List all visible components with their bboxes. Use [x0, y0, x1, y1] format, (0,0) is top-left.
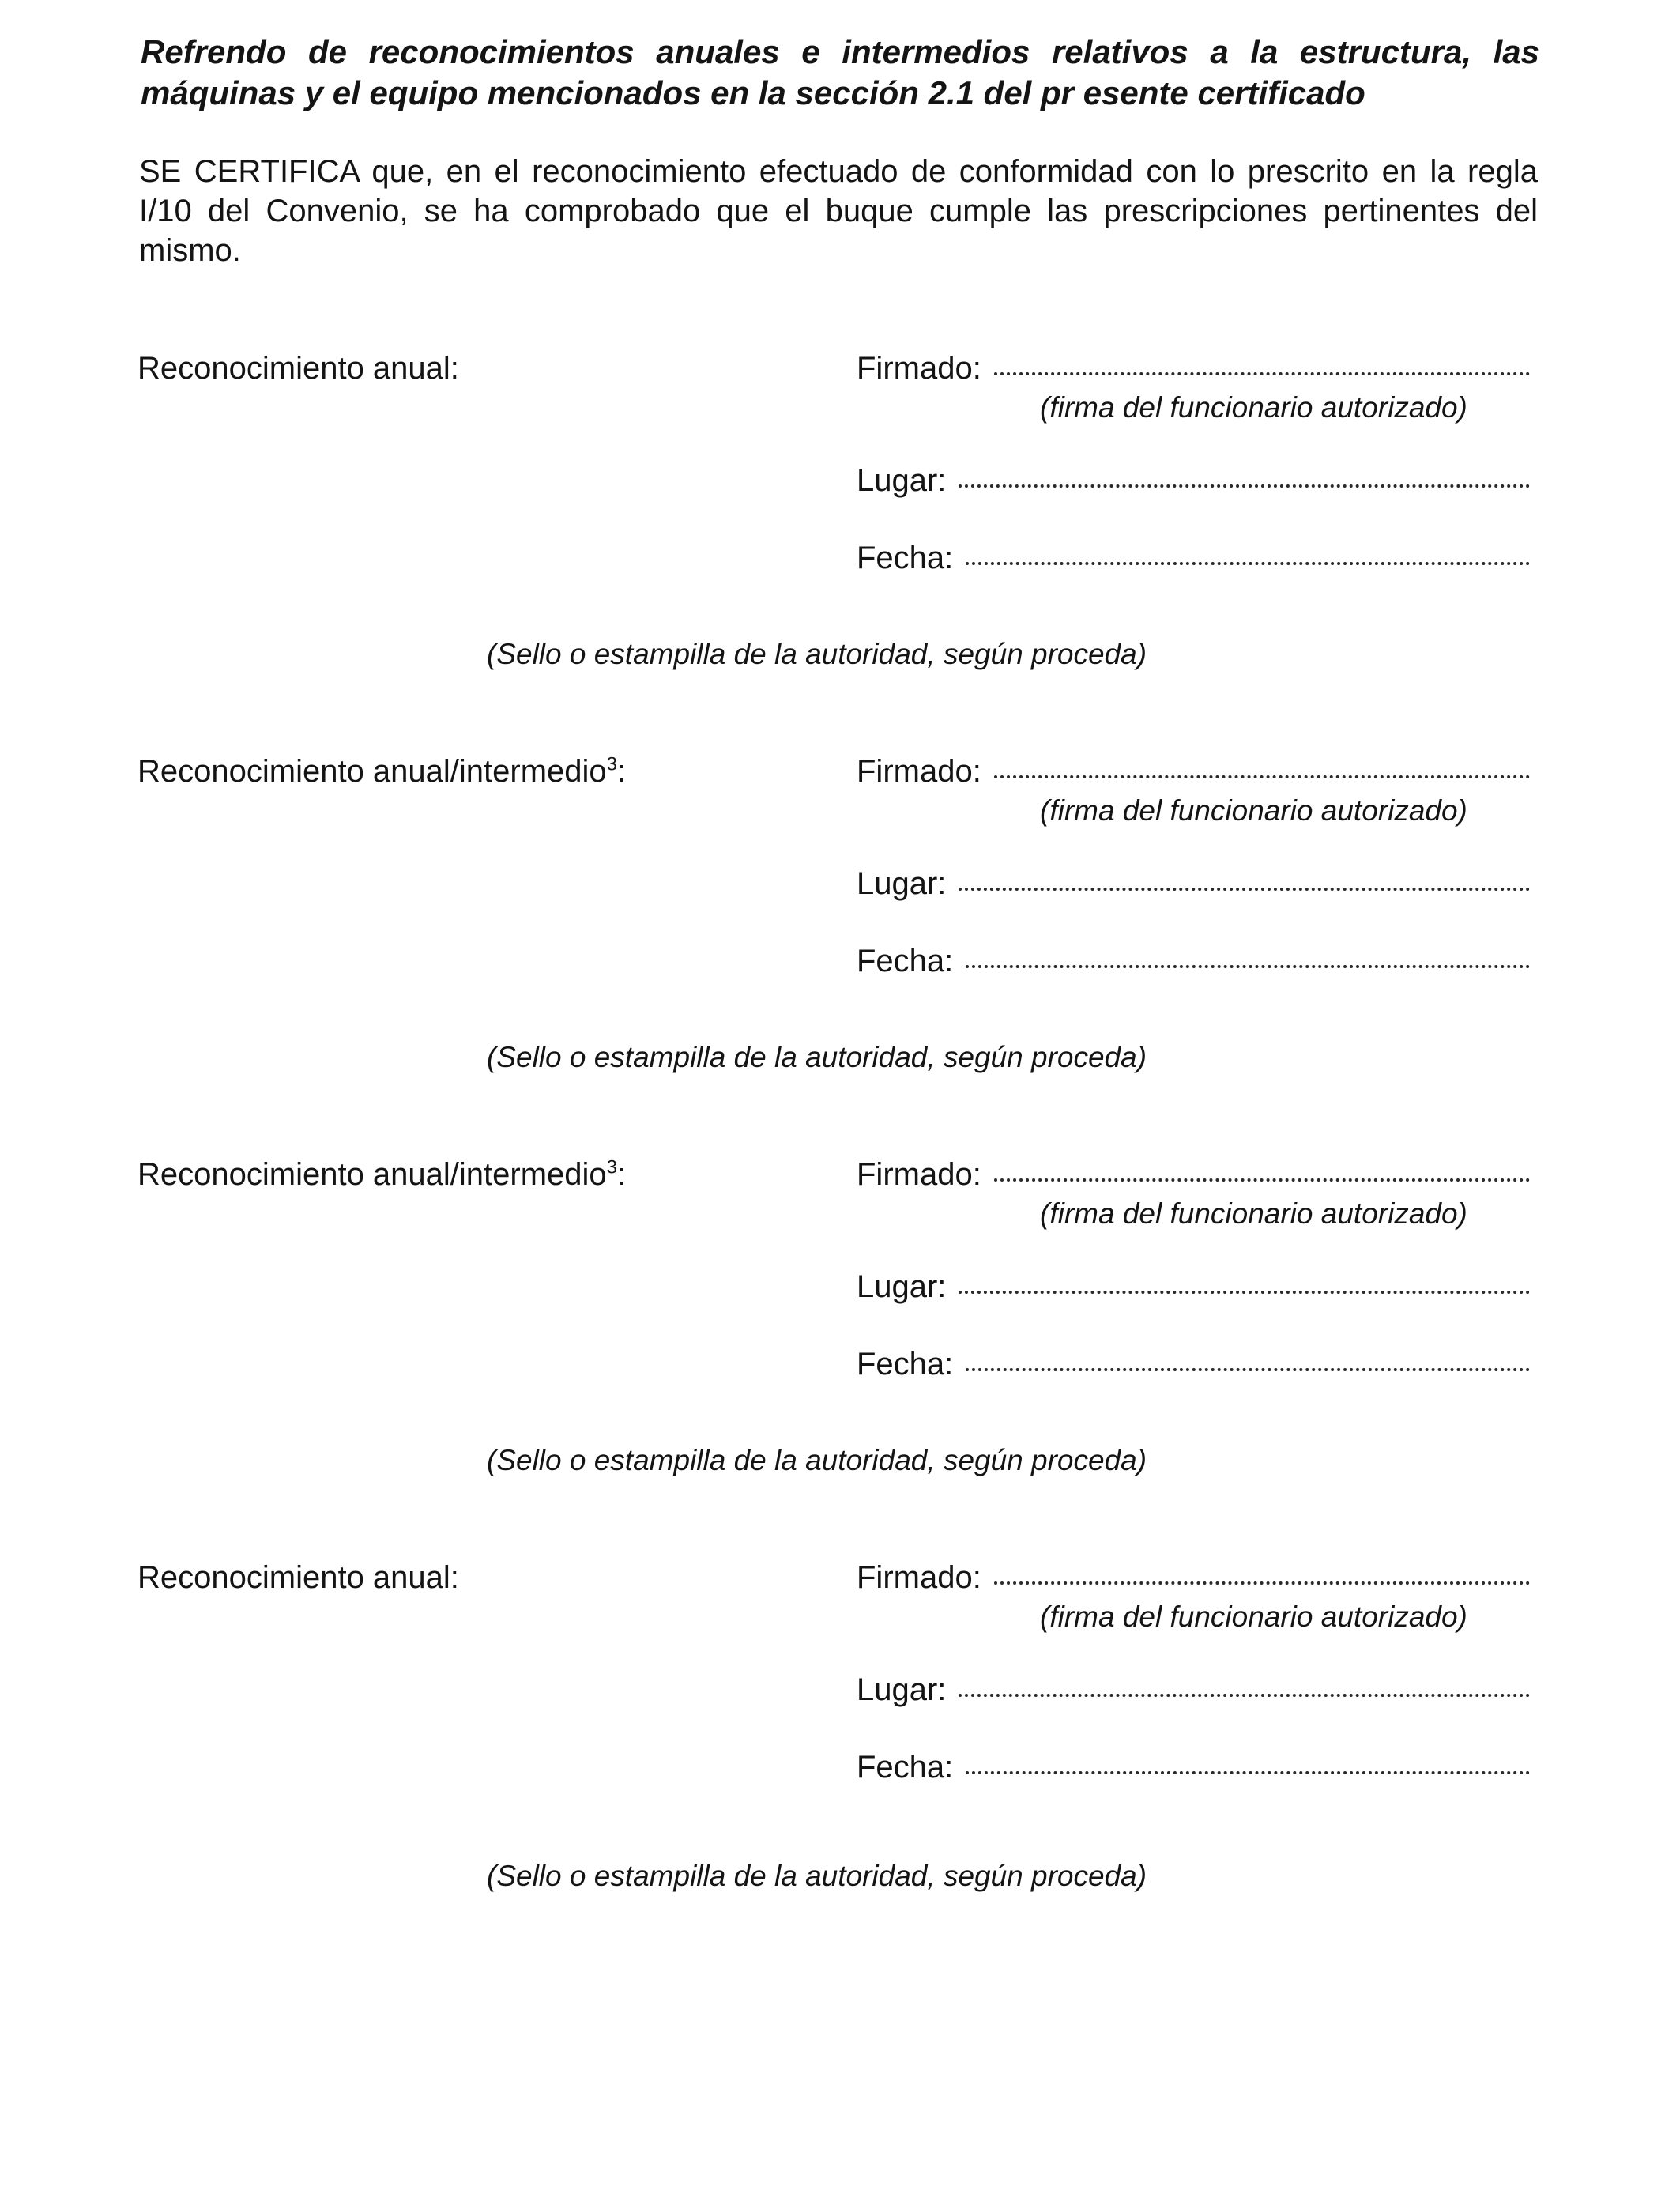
signed-field[interactable]	[857, 349, 1530, 387]
signed-label: Firmado:	[857, 351, 981, 386]
place-field[interactable]	[857, 462, 1530, 499]
certification-statement: SE CERTIFICA que, en el reconocimiento efectuado de conformidad con lo prescrito en la regla I/10 del Convenio, se ha comprobado que el buque cumple las prescripciones pertinentes del mismo.	[139, 154, 1538, 268]
date-label: Fecha:	[857, 541, 954, 575]
survey-block-2	[0, 752, 1680, 1116]
survey-type-label: Reconocimiento anual/intermedio$^3$:	[137, 1156, 627, 1192]
signature-caption: (firma del funcionario autorizado)	[1040, 1600, 1467, 1633]
signature-caption: (firma del funcionario autorizado)	[1040, 794, 1467, 827]
date-label: Fecha:	[857, 1750, 954, 1785]
survey-type-label: Reconocimiento anual:	[137, 351, 459, 386]
signed-field[interactable]	[857, 1155, 1530, 1193]
place-label: Lugar:	[857, 1269, 947, 1304]
signature-line[interactable]	[994, 1178, 1530, 1182]
survey-block-3	[0, 1155, 1680, 1519]
place-line[interactable]	[959, 484, 1530, 488]
date-line[interactable]	[966, 965, 1530, 968]
signature-line[interactable]	[994, 372, 1530, 375]
place-line[interactable]	[959, 888, 1530, 891]
survey-type-label: Reconocimiento anual:	[137, 1560, 459, 1595]
date-field[interactable]	[857, 1345, 1530, 1383]
place-label: Lugar:	[857, 866, 947, 901]
date-line[interactable]	[966, 562, 1530, 565]
signed-field[interactable]	[857, 752, 1530, 790]
signed-label: Firmado:	[857, 1157, 981, 1192]
date-label: Fecha:	[857, 944, 954, 978]
date-line[interactable]	[966, 1368, 1530, 1371]
signed-label: Firmado:	[857, 1560, 981, 1595]
place-field[interactable]	[857, 865, 1530, 903]
place-line[interactable]	[959, 1694, 1530, 1697]
place-label: Lugar:	[857, 1672, 947, 1707]
signature-caption: (firma del funcionario autorizado)	[1040, 1197, 1467, 1230]
signature-line[interactable]	[994, 775, 1530, 778]
signed-label: Firmado:	[857, 754, 981, 789]
survey-type-label: Reconocimiento anual/intermedio$^3$:	[137, 753, 627, 789]
place-field[interactable]	[857, 1671, 1530, 1709]
survey-block-4	[0, 1559, 1680, 1922]
section-heading: Refrendo de reconocimientos anuales e intermedios relativos a la estructura, las máquinas y el equipo mencionados en la sección 2.1 del pr esente certificado	[141, 33, 1539, 111]
stamp-caption: (Sello o estampilla de la autoridad, según proceda)	[487, 1444, 1147, 1476]
date-field[interactable]	[857, 942, 1530, 980]
date-line[interactable]	[966, 1771, 1530, 1774]
place-label: Lugar:	[857, 463, 947, 498]
stamp-caption: (Sello o estampilla de la autoridad, según proceda)	[487, 1860, 1147, 1892]
signature-line[interactable]	[994, 1581, 1530, 1585]
survey-block-1	[0, 349, 1680, 713]
date-field[interactable]	[857, 539, 1530, 577]
place-field[interactable]	[857, 1268, 1530, 1306]
footnote-marker: 3	[606, 1156, 618, 1178]
signature-caption: (firma del funcionario autorizado)	[1040, 391, 1467, 424]
stamp-caption: (Sello o estampilla de la autoridad, según proceda)	[487, 638, 1147, 670]
signed-field[interactable]	[857, 1559, 1530, 1596]
stamp-caption: (Sello o estampilla de la autoridad, según proceda)	[487, 1041, 1147, 1073]
date-label: Fecha:	[857, 1347, 954, 1382]
footnote-marker: 3	[606, 753, 618, 775]
date-field[interactable]	[857, 1748, 1530, 1786]
place-line[interactable]	[959, 1291, 1530, 1294]
